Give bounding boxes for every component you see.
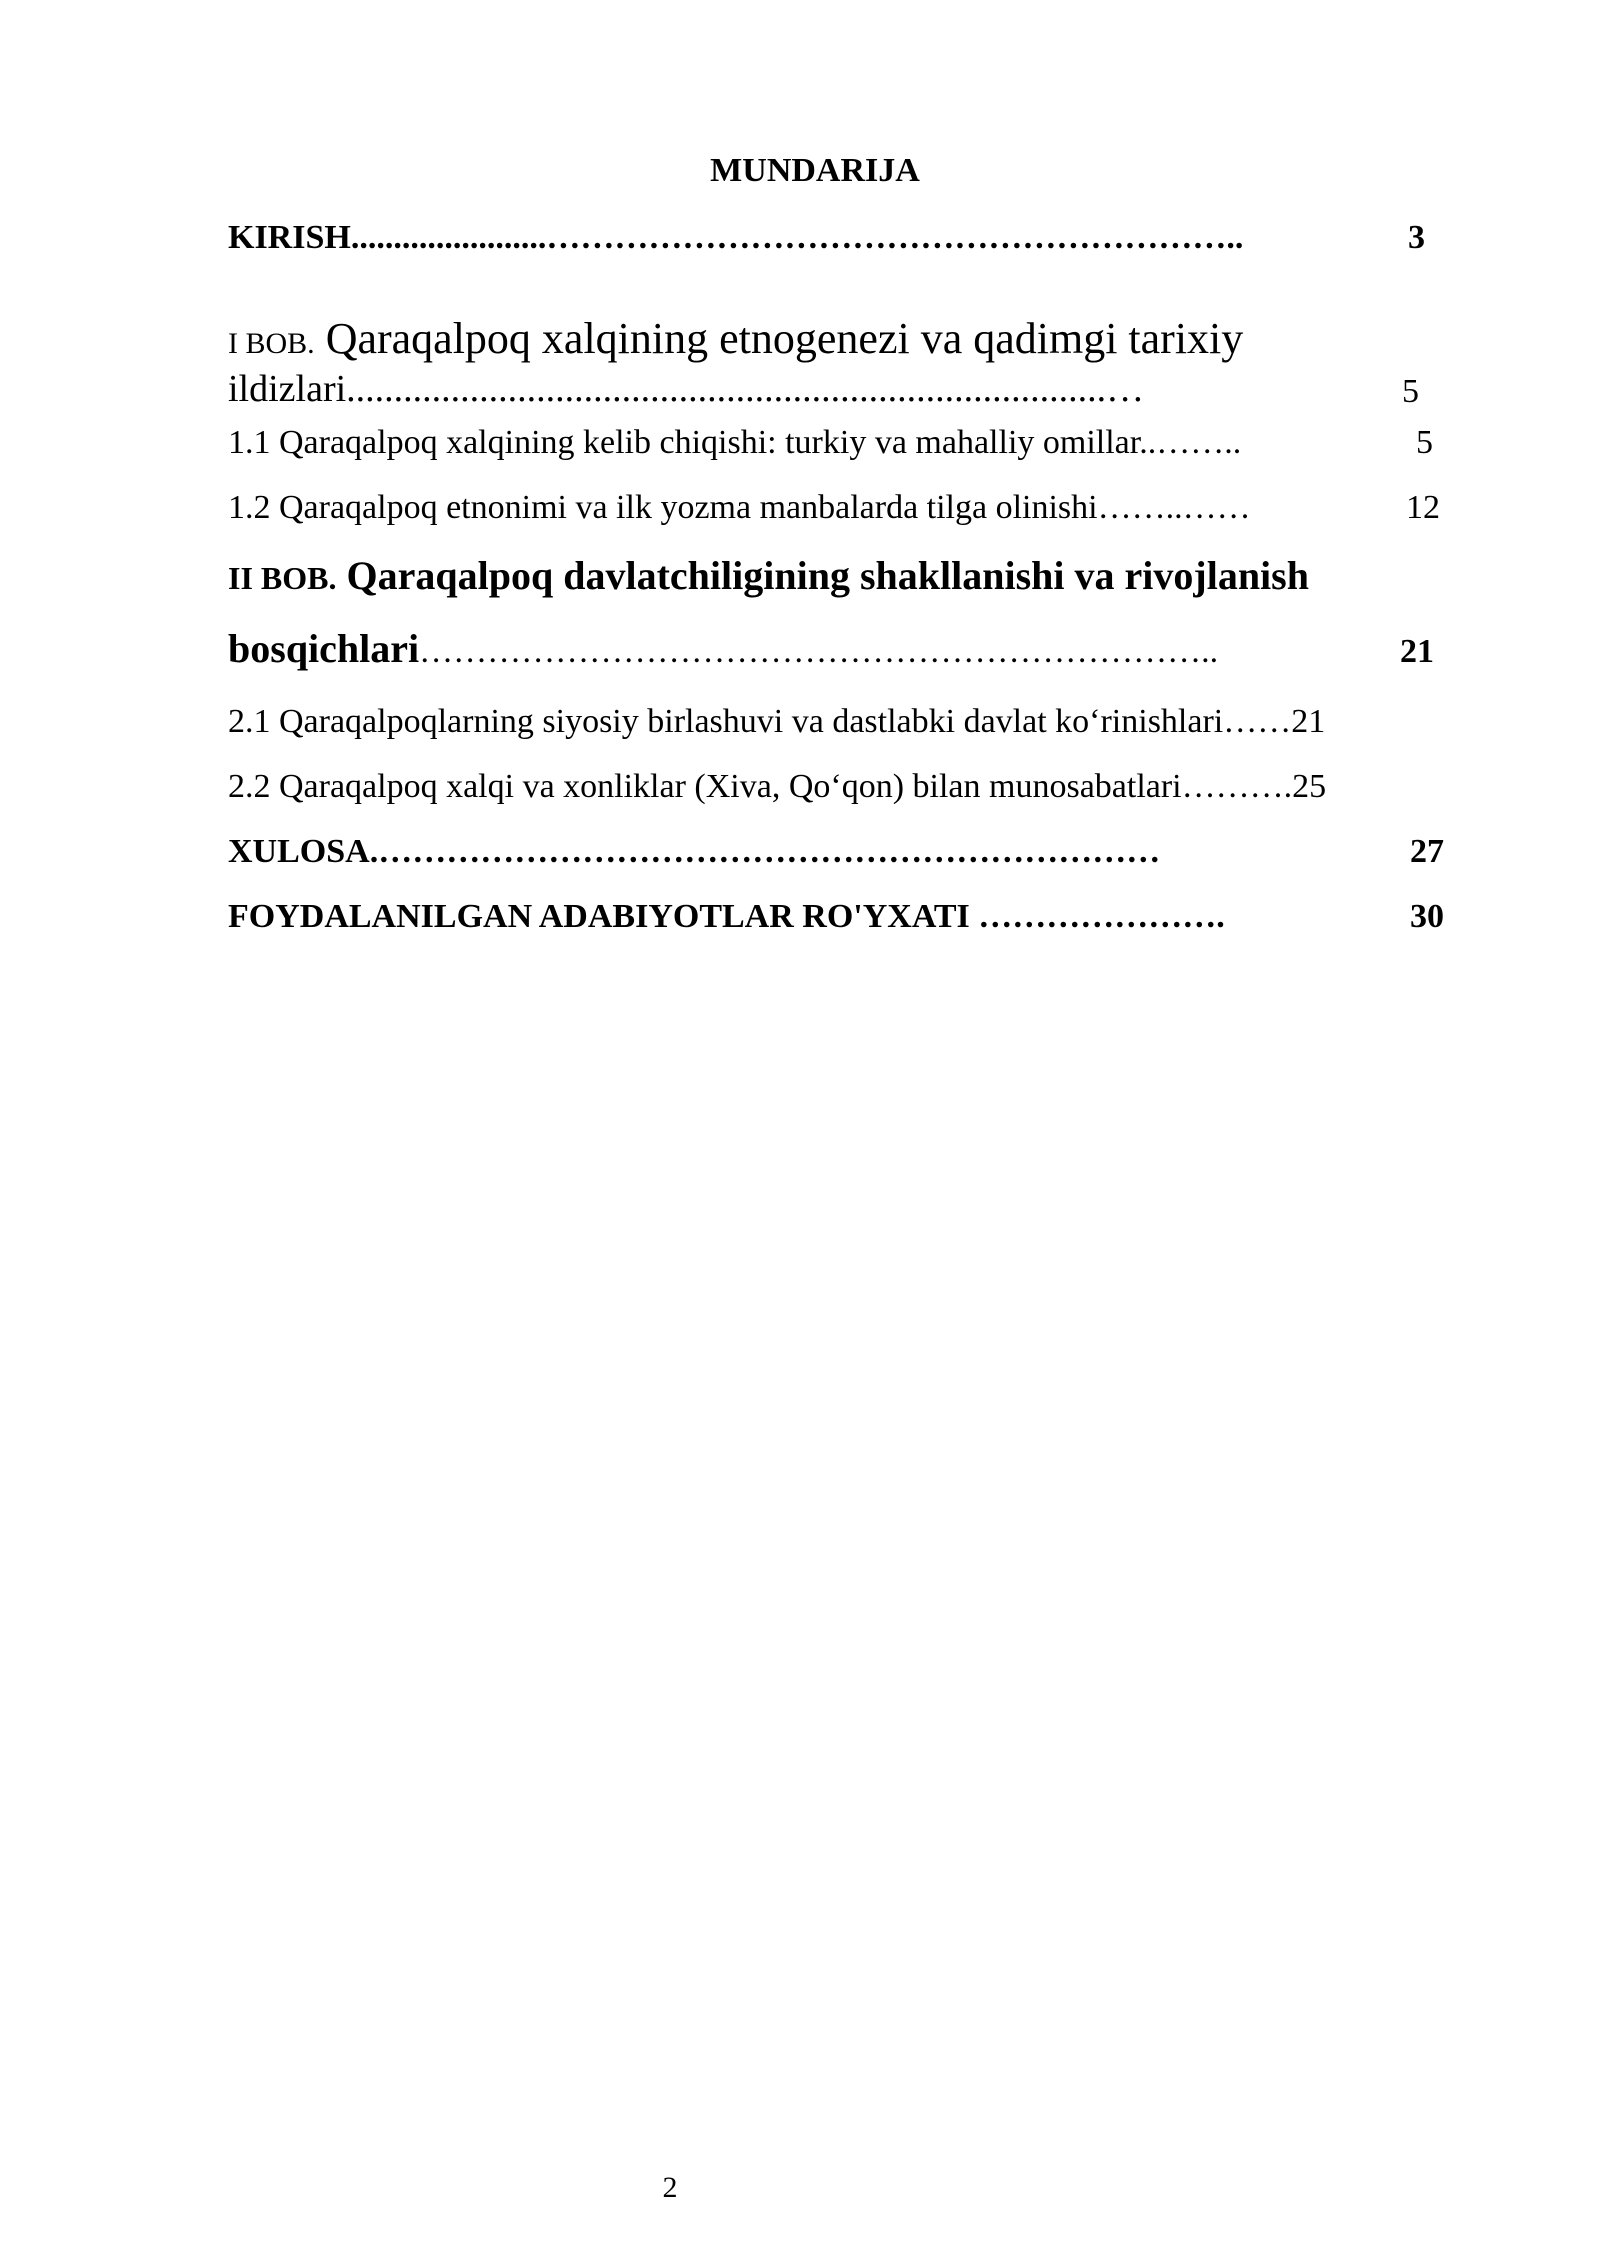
- toc-entry-chapter-1: [228, 313, 1243, 365]
- toc-page-number: 5: [1416, 424, 1433, 461]
- toc-entry-text: 1.1 Qaraqalpoq xalqining kelib chiqishi: turkiy va mahalliy omillar..……..: [228, 424, 1242, 461]
- toc-entry-section-2-2: [228, 767, 1326, 807]
- toc-entry-xulosa: [228, 832, 1160, 872]
- toc-page-number: 27: [1410, 833, 1444, 870]
- toc-entry-text: KIRISH.......................……………………………………………………..: [228, 219, 1244, 256]
- toc-page-number: 21: [1400, 633, 1434, 670]
- toc-entry-text: 2.2 Qaraqalpoq xalqi va xonliklar (Xiva, Qo‘qon) bilan munosabatlari……….25: [228, 768, 1327, 805]
- toc-leader: ……………………………………………………………..: [419, 633, 1219, 670]
- toc-entry-section-2-1: [228, 702, 1325, 742]
- toc-page-number: 12: [1406, 489, 1440, 526]
- toc-entry-chapter-1-cont: [228, 366, 1144, 412]
- page-number-footer: 2: [662, 2171, 678, 2204]
- toc-entry-bibliography: [228, 897, 1225, 937]
- toc-page-number: 30: [1410, 898, 1444, 935]
- chapter-prefix: I BOB.: [228, 327, 315, 360]
- toc-entry-text: XULOSA.……………………………………………………………: [228, 833, 1161, 870]
- toc-entry-text: FOYDALANILGAN ADABIYOTLAR RO'YXATI ………………….: [228, 898, 1225, 935]
- toc-entry-section-1-1: [228, 423, 1241, 463]
- chapter-title-line1: Qaraqalpoq davlatchiligining shakllanishi va rivojlanish: [336, 553, 1309, 598]
- chapter-title-line1: Qaraqalpoq xalqining etnogenezi va qadimgi tarixiy: [314, 314, 1244, 363]
- toc-entry-kirish: [228, 218, 1243, 258]
- toc-entry-section-1-2: [228, 488, 1251, 528]
- page-title: MUNDARIJA: [710, 152, 920, 189]
- toc-page-number: 3: [1408, 219, 1425, 256]
- toc-page-number: 5: [1402, 373, 1419, 410]
- chapter-title-line2: bosqichlari: [228, 626, 420, 671]
- toc-entry-chapter-2-cont: [228, 625, 1218, 673]
- toc-entry-text: 2.1 Qaraqalpoqlarning siyosiy birlashuvi va dastlabki davlat ko‘rinishlari……21: [228, 703, 1326, 740]
- toc-entry-text: 1.2 Qaraqalpoq etnonimi va ilk yozma manbalarda tilga olinishi……..……: [228, 489, 1251, 526]
- chapter-prefix: II BOB.: [228, 560, 337, 596]
- chapter-title-line2: ildizlari................................................................................…: [228, 368, 1145, 410]
- toc-entry-chapter-2: [228, 552, 1309, 600]
